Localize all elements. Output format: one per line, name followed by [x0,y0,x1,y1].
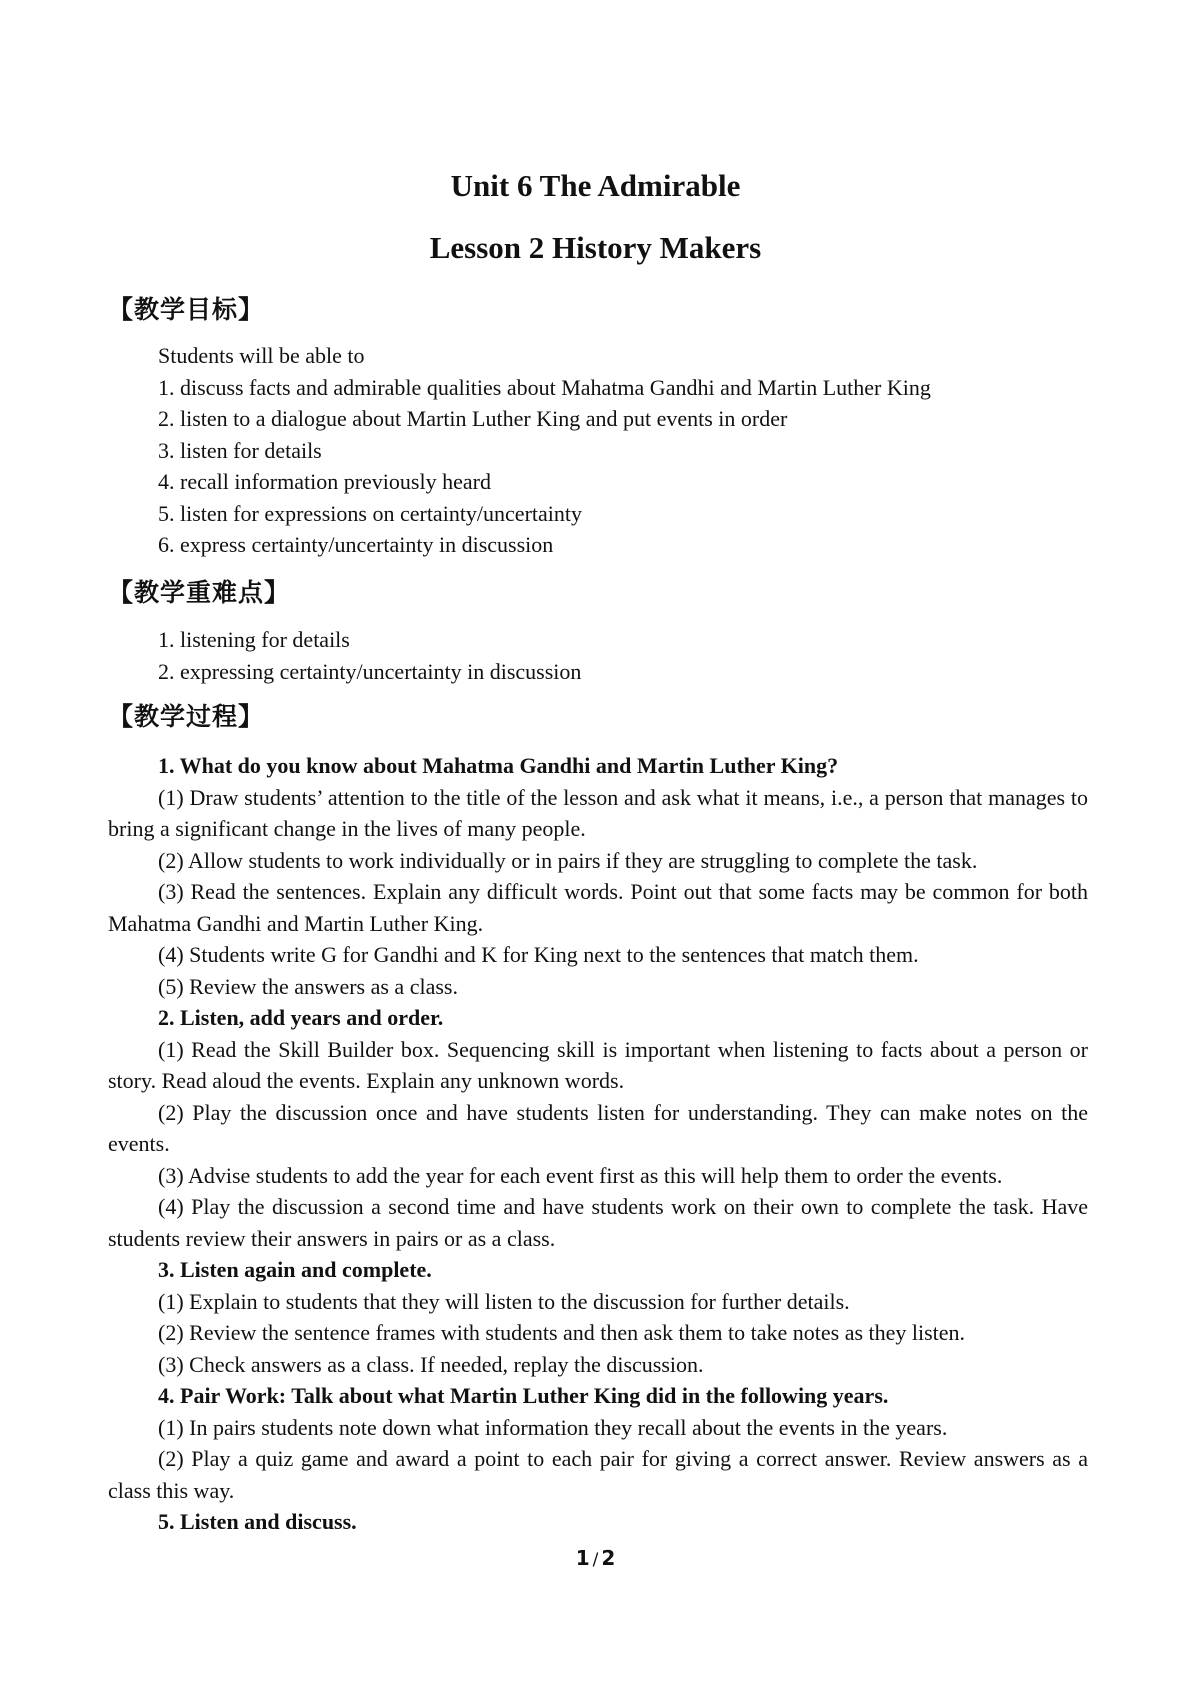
process-heading: 【教学过程】 [108,702,265,731]
step-item: (1) Explain to students that they will listen to the discussion for further details. [158,1288,850,1314]
step-item: (2) Review the sentence frames with students and then ask them to take notes as they listen. [158,1320,966,1345]
unit-title: Unit 6 The Admirable [450,168,741,203]
step-item: (1) In pairs students note down what information they recall about the events in the years. [158,1414,948,1440]
step-item: (4) Play the discussion a second time and have students work on their own to complete the task. Have students review their answers in pairs or as a class. [108,1194,1088,1251]
step-item: (5) Review the answers as a class. [158,973,458,999]
step-item: (3) Advise students to add the year for each event first as this will help them to order the events. [158,1162,1003,1188]
objectives-list [108,340,1088,561]
objective-item: 1. discuss facts and admirable qualities about Mahatma Gandhi and Martin Luther King [158,374,931,400]
step-title: 4. Pair Work: Talk about what Martin Luther King did in the following years. [158,1383,889,1408]
lesson-title: Lesson 2 History Makers [429,230,762,265]
objective-item: 5. listen for expressions on certainty/uncertainty [158,500,582,526]
step-item: (1) Draw students’ attention to the title of the lesson and ask what it means, i.e., a person that manages to bring a significant change in the lives of many people. [108,784,1088,841]
key-point-item: 2. expressing certainty/uncertainty in discussion [158,658,582,684]
step-title: 5. Listen and discuss. [158,1509,357,1534]
objectives-intro: Students will be able to [158,343,365,368]
current-page: 1 [575,1546,590,1570]
page-number [0,1545,1191,1573]
step-item: (2) Play the discussion once and have students listen for understanding. They can make notes on the events. [108,1099,1088,1156]
step-item: (3) Read the sentences. Explain any difficult words. Point out that some facts may be common for both Mahatma Gandhi and Martin Luther King. [108,879,1088,936]
key-points-list [108,624,1088,687]
step-title: 1. What do you know about Mahatma Gandhi and Martin Luther King? [158,753,839,778]
objective-item: 2. listen to a dialogue about Martin Luther King and put events in order [158,406,788,431]
step-item: (2) Allow students to work individually or in pairs if they are struggling to complete the task. [158,847,978,873]
step-title: 2. Listen, add years and order. [158,1005,444,1030]
objective-item: 4. recall information previously heard [158,469,491,494]
step-item: (1) Read the Skill Builder box. Sequencing skill is important when listening to facts about a person or story. Read aloud the events. Explain any unknown words. [108,1036,1088,1093]
objective-item: 3. listen for details [158,437,322,463]
step-title: 3. Listen again and complete. [158,1257,432,1282]
objectives-heading: 【教学目标】 [108,295,265,324]
objective-item: 6. express certainty/uncertainty in discussion [158,532,554,557]
key-point-item: 1. listening for details [158,627,350,652]
key-points-heading: 【教学重难点】 [108,578,291,607]
step-item: (3) Check answers as a class. If needed, replay the discussion. [158,1351,704,1377]
total-pages: 2 [601,1546,616,1570]
step-item: (4) Students write G for Gandhi and K for King next to the sentences that match them. [158,942,919,967]
process-body [108,750,1088,1538]
page-separator: / [592,1550,599,1570]
step-item: (2) Play a quiz game and award a point to each pair for giving a correct answer. Review answers as a class this way. [108,1446,1088,1503]
